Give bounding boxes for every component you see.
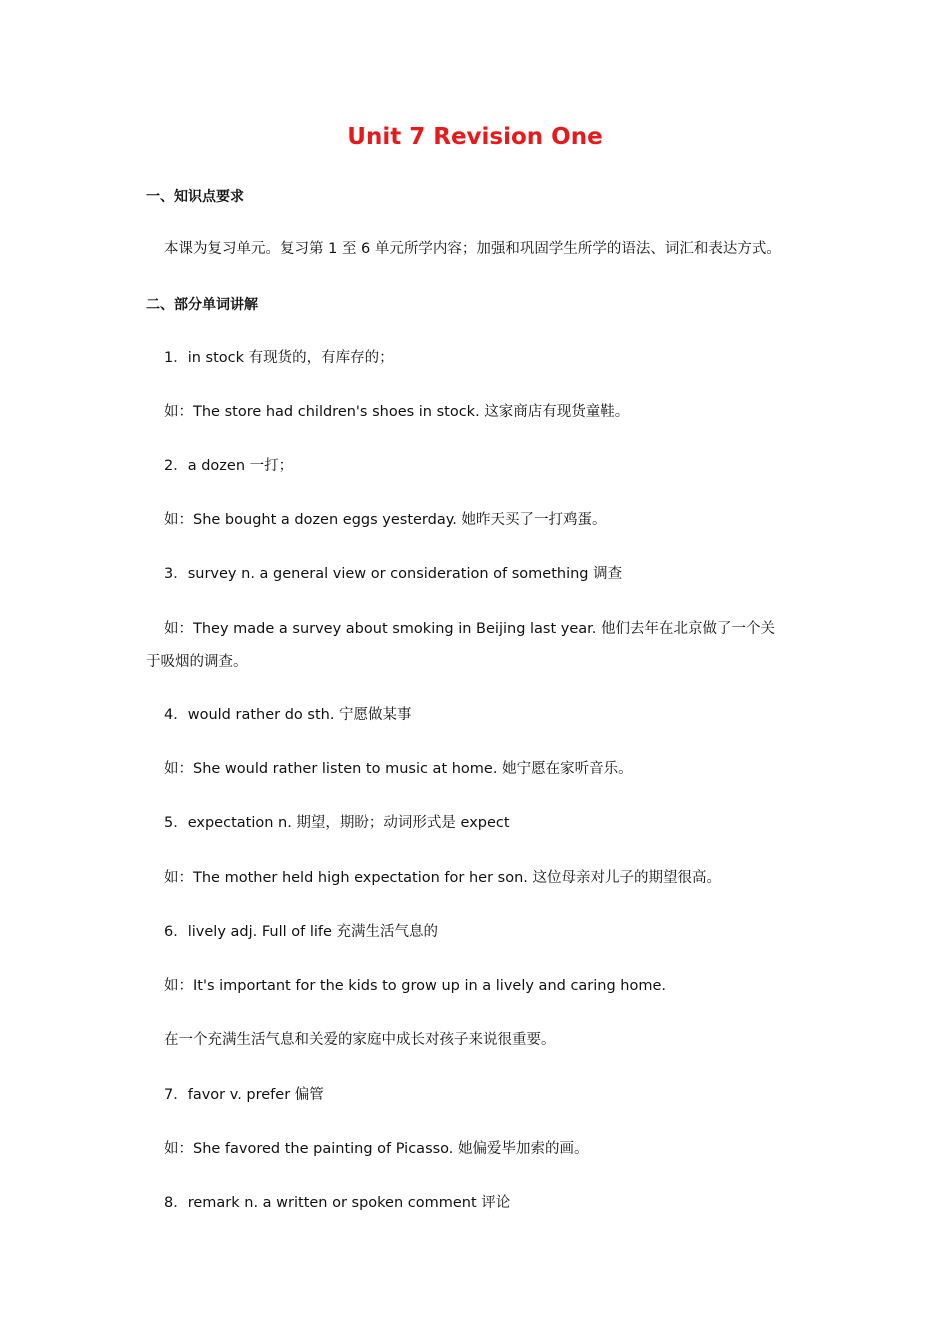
vocab-example: 如：She would rather listen to music at home. 她宁愿在家听音乐。 [164,761,633,777]
vocab-example-continuation: 于吸烟的调查。 [146,654,248,670]
vocab-example: 如：The store had children's shoes in stock. 这家商店有现货童鞋。 [164,404,630,420]
vocab-example: 如：She favored the painting of Picasso. 她偏爱毕加索的画。 [164,1141,589,1157]
vocab-entry: 3．survey n. a general view or consideration of something 调查 [164,566,623,582]
section-heading-vocabulary: 二、部分单词讲解 [146,297,258,313]
vocab-entry: 2．a dozen 一打； [164,458,294,474]
document-title: Unit 7 Revision One [347,124,603,150]
vocab-entry: 6．lively adj. Full of life 充满生活气息的 [164,924,439,940]
vocab-example [146,613,806,646]
section-text-requirements: 本课为复习单元。复习第 1 至 6 单元所学内容；加强和巩固学生所学的语法、词汇和表达方式。 [164,241,781,257]
vocab-example: 如：She bought a dozen eggs yesterday. 她昨天买了一打鸡蛋。 [164,512,607,528]
vocab-example: 如：It's important for the kids to grow up in a lively and caring home. [164,978,667,994]
section-heading-requirements: 一、知识点要求 [146,189,244,205]
vocab-example-line: 如：They made a survey about smoking in Beijing last year. 他们去年在北京做了一个关 [164,621,776,637]
vocab-entry: 4．would rather do sth. 宁愿做某事 [164,707,412,723]
vocab-entry: 8．remark n. a written or spoken comment 评论 [164,1195,511,1211]
vocab-entry: 7．favor v. prefer 偏管 [164,1087,324,1103]
vocab-example: 如：The mother held high expectation for her son. 这位母亲对儿子的期望很高。 [164,870,721,886]
vocab-translation: 在一个充满生活气息和关爱的家庭中成长对孩子来说很重要。 [164,1032,556,1048]
vocab-entry: 5．expectation n. 期望，期盼；动词形式是 expect [164,815,510,831]
vocab-entry: 1．in stock 有现货的，有库存的； [164,350,394,366]
